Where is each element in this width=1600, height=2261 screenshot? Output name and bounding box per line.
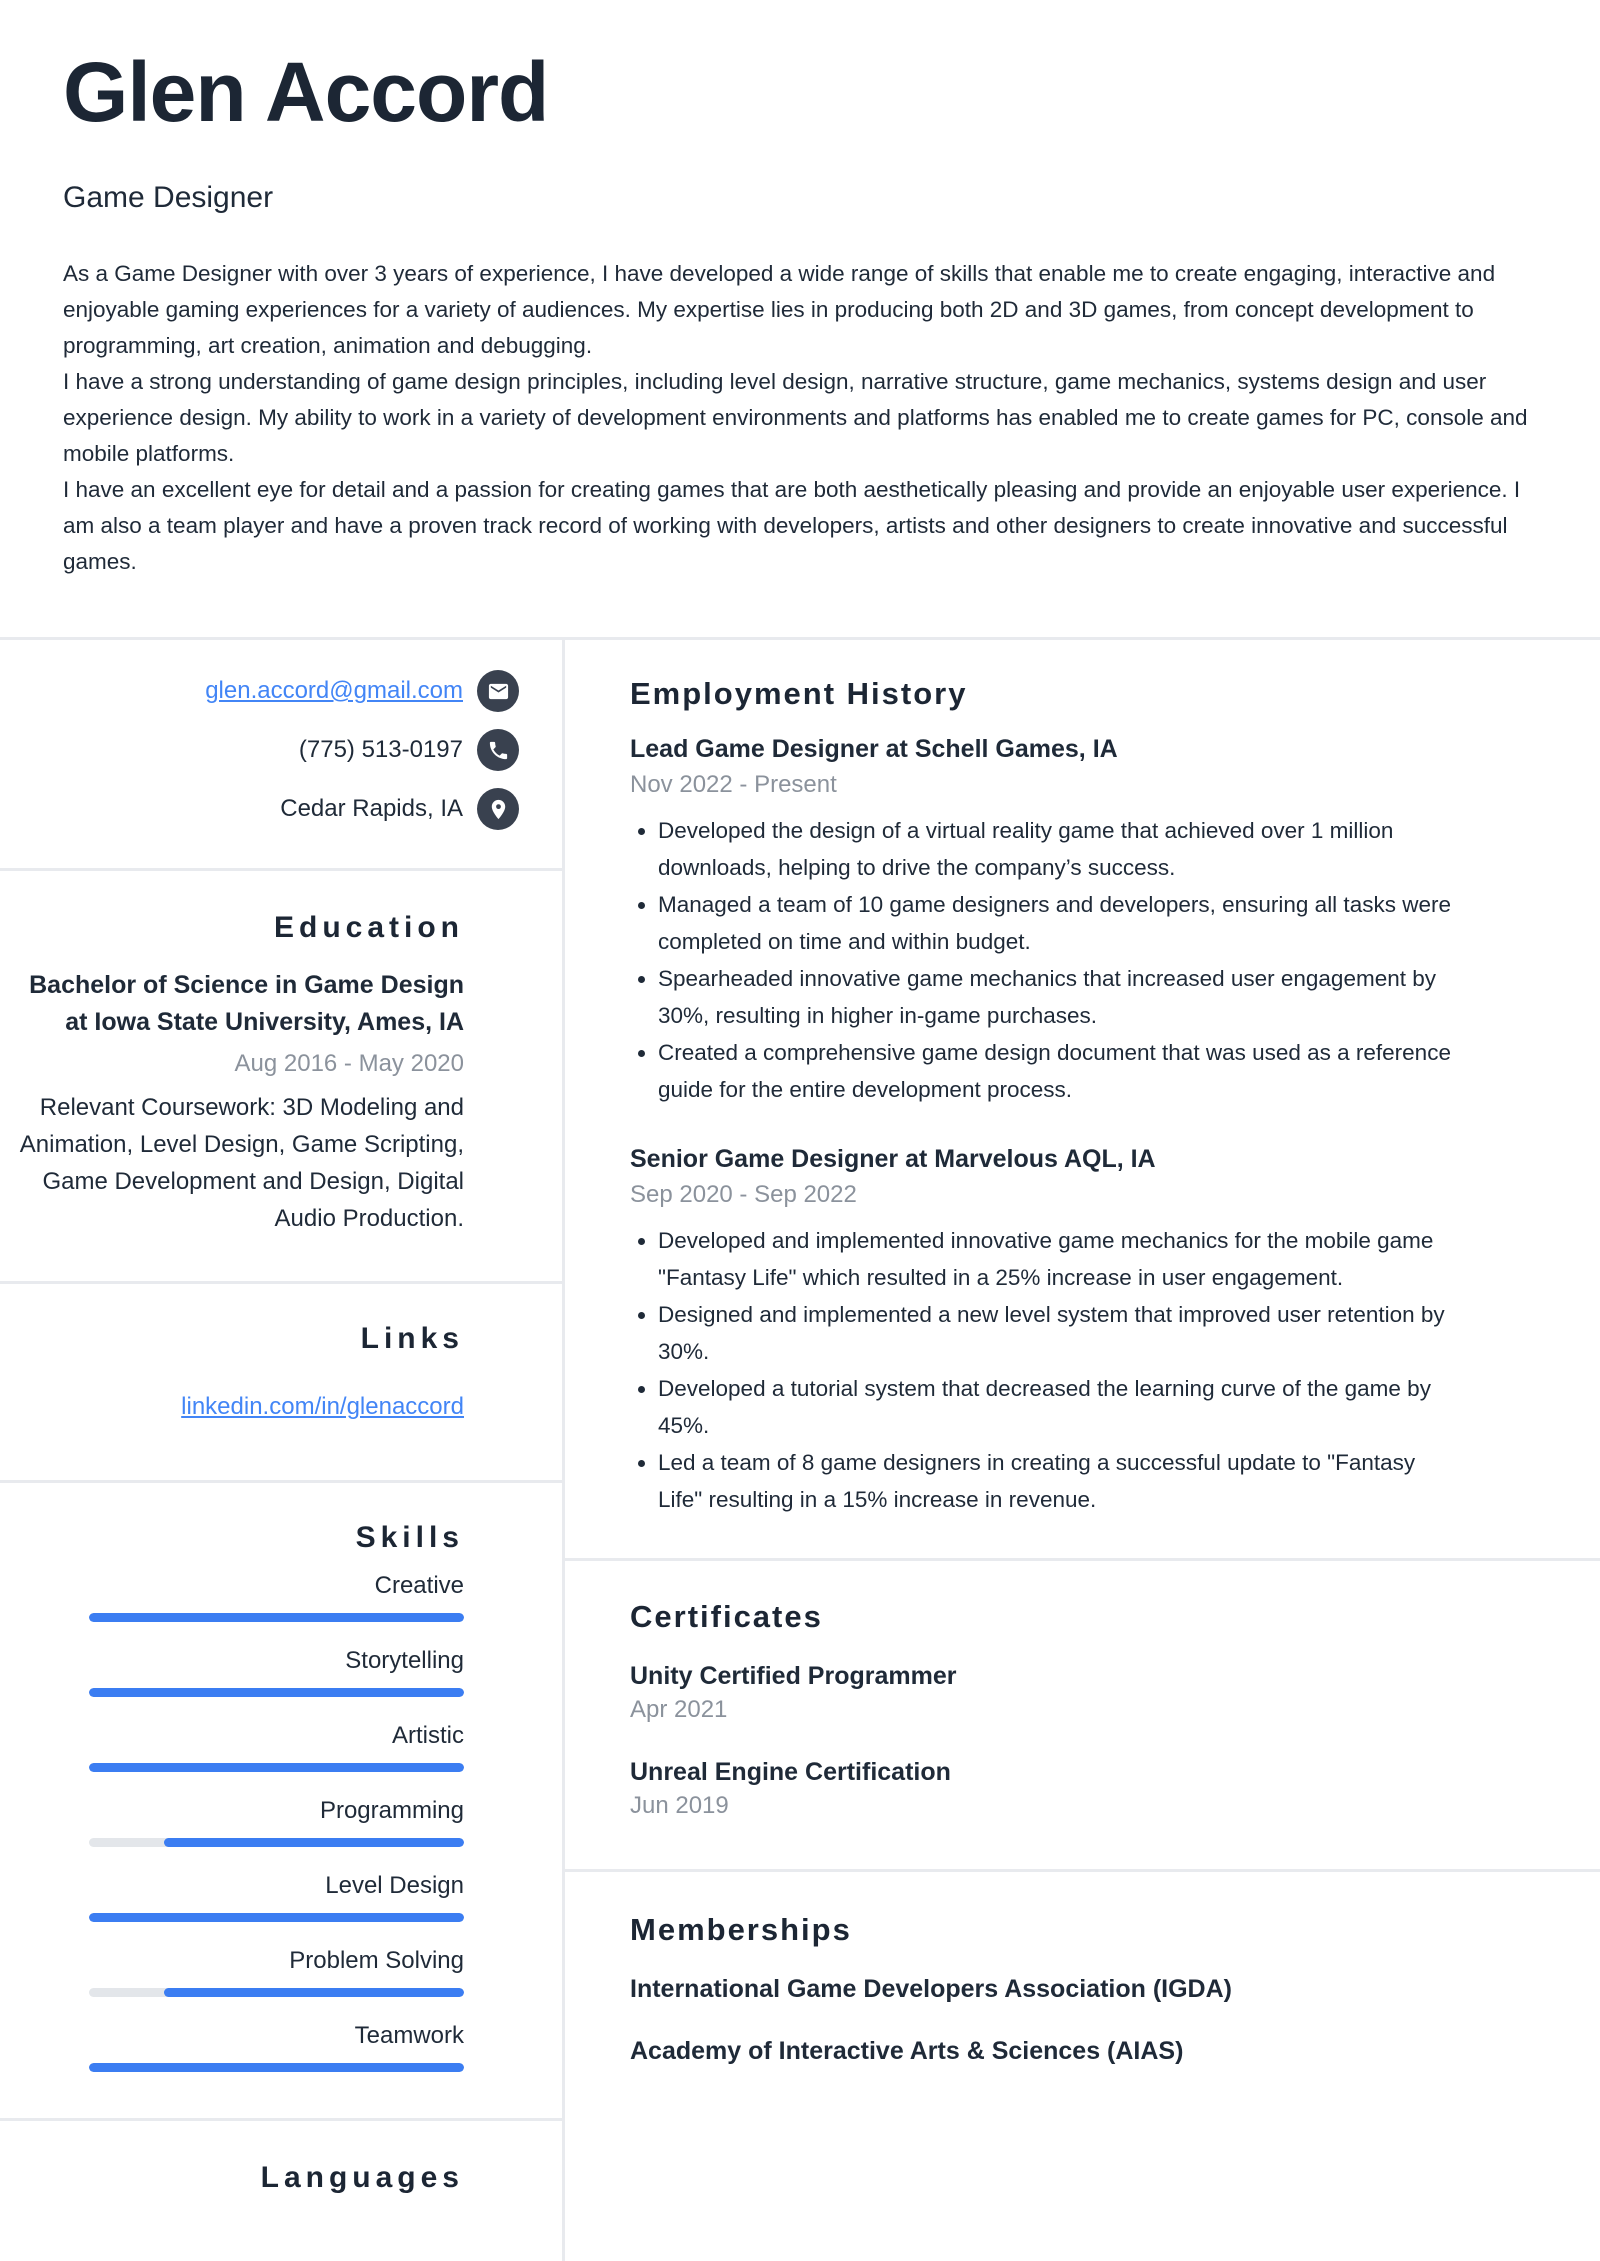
- certificate-entry: [630, 1659, 1537, 1725]
- education-heading: Education: [273, 911, 464, 944]
- email-link[interactable]: glen.accord@gmail.com: [205, 677, 463, 704]
- job-dates: Nov 2022 - Present: [630, 771, 837, 798]
- membership-entry: [630, 2034, 1537, 2068]
- profile-summary: As a Game Designer with over 3 years of experience, I have developed a wide range of skills that enable me to create engaging, interactive and enjoyable gaming experiences for a variety of audiences. My expertise lies in producing both 2D and 3D games, from concept development to programming, art creation, animation and debugging. I have a strong understanding of game design principles, including level design, narrative structure, game mechanics, systems design and user experience design. My ability to work in a variety of development environments and platforms has enabled me to create games for PC, console and mobile platforms. I have an excellent eye for detail and a passion for creating games that are both aesthetically pleasing and provide an enjoyable user experience. I am also a team player and have a proven track record of working with developers, artists and other designers to create innovative and successful games.: [63, 261, 1528, 574]
- links-heading: Links: [360, 1322, 464, 1355]
- education-coursework: Relevant Coursework: 3D Modeling and Animation, Level Design, Game Scripting, Game Development and Design, Digital Audio Production.: [19, 1094, 464, 1232]
- skills-heading: Skills: [355, 1521, 464, 1554]
- skills-section: [0, 1480, 562, 2118]
- main-column: [565, 640, 1600, 2261]
- phone-icon: [477, 729, 519, 771]
- skill-name: Programming: [319, 1797, 464, 1824]
- languages-heading: Languages: [260, 2161, 464, 2194]
- certificate-date: Apr 2021: [630, 1696, 728, 1723]
- job-bullet: • Led a team of 8 game designers in creating a successful update to "Fantasy Life" resulting in a 15% increase in revenue.: [658, 1444, 1458, 1518]
- certificate-entry: [630, 1755, 1537, 1821]
- skill-name: Artistic: [392, 1722, 464, 1749]
- certificate-date: Jun 2019: [630, 1792, 729, 1819]
- skill-progress-track: [89, 1613, 464, 1622]
- job-bullet: • Developed a tutorial system that decreased the learning curve of the game by 45%.: [658, 1370, 1458, 1444]
- person-job-title: Game Designer: [63, 181, 274, 214]
- skill-progress-track: [89, 1988, 464, 1997]
- skill-name: Teamwork: [354, 2022, 464, 2049]
- skill-item: [10, 1644, 464, 1697]
- skill-item: [10, 1719, 464, 1772]
- skill-progress-track: [89, 1688, 464, 1697]
- job-bullet: • Designed and implemented a new level system that improved user retention by 30%.: [658, 1296, 1458, 1370]
- memberships-heading: Memberships: [630, 1912, 852, 1947]
- job-bullet-list: [630, 1222, 1537, 1518]
- skill-progress-fill: [89, 1613, 464, 1622]
- contact-row-email: [10, 670, 519, 712]
- membership-list: [630, 1972, 1537, 2068]
- skill-progress-fill: [164, 1988, 464, 1997]
- job-bullet: • Created a comprehensive game design document that was used as a reference guide for the entire development process.: [658, 1034, 1458, 1108]
- certificates-heading: Certificates: [630, 1599, 823, 1634]
- job-bullet-list: [630, 812, 1537, 1108]
- skill-progress-fill: [164, 1838, 464, 1847]
- job-dates: Sep 2020 - Sep 2022: [630, 1181, 857, 1208]
- skill-progress-track: [89, 2063, 464, 2072]
- person-name: Glen Accord: [63, 45, 549, 139]
- membership-title: Academy of Interactive Arts & Sciences (AIAS): [630, 2037, 1184, 2065]
- skill-progress-fill: [89, 1913, 464, 1922]
- employment-history-section: [565, 640, 1600, 1558]
- job-bullet: • Developed and implemented innovative game mechanics for the mobile game "Fantasy Life" which resulted in a 25% increase in user engagement.: [658, 1222, 1458, 1296]
- certificate-title: Unity Certified Programmer: [630, 1662, 957, 1690]
- mail-icon: [477, 670, 519, 712]
- skill-progress-fill: [89, 1688, 464, 1697]
- job-entry: [630, 1142, 1537, 1518]
- education-dates: Aug 2016 - May 2020: [234, 1050, 464, 1077]
- skill-progress-track: [89, 1913, 464, 1922]
- skill-item: [10, 1869, 464, 1922]
- links-section: [0, 1281, 562, 1480]
- skill-item: [10, 2019, 464, 2072]
- employment-history-heading: Employment History: [630, 676, 968, 711]
- sidebar: [0, 640, 565, 2261]
- skill-name: Level Design: [325, 1872, 464, 1899]
- skill-progress-track: [89, 1763, 464, 1772]
- skill-item: [10, 1944, 464, 1997]
- location-pin-icon: [477, 788, 519, 830]
- certificates-section: [565, 1558, 1600, 1869]
- skill-name: Problem Solving: [289, 1947, 464, 1974]
- resume-body: [0, 637, 1600, 2261]
- contact-row-location: [10, 788, 519, 830]
- skill-progress-fill: [89, 1763, 464, 1772]
- phone-number: (775) 513-0197: [298, 736, 463, 763]
- certificate-title: Unreal Engine Certification: [630, 1758, 951, 1786]
- job-bullet: • Spearheaded innovative game mechanics that increased user engagement by 30%, resulting in higher in-game purchases.: [658, 960, 1458, 1034]
- contact-section: [0, 640, 562, 868]
- skill-name: Storytelling: [345, 1647, 464, 1674]
- skill-item: [10, 1569, 464, 1622]
- job-bullet: • Managed a team of 10 game designers and developers, ensuring all tasks were completed on time and within budget.: [658, 886, 1458, 960]
- certificate-list: [630, 1659, 1537, 1821]
- job-title: Senior Game Designer at Marvelous AQL, IA: [630, 1145, 1156, 1173]
- location-text: Cedar Rapids, IA: [280, 795, 463, 822]
- contact-row-phone: [10, 729, 519, 771]
- memberships-section: [565, 1869, 1600, 2068]
- skill-item: [10, 1794, 464, 1847]
- skill-name: Creative: [374, 1572, 464, 1599]
- job-list: [630, 732, 1537, 1518]
- job-bullet: • Developed the design of a virtual reality game that achieved over 1 million downloads, helping to drive the company’s success.: [658, 812, 1458, 886]
- job-title: Lead Game Designer at Schell Games, IA: [630, 735, 1118, 763]
- skills-list: [10, 1569, 464, 2072]
- membership-entry: [630, 1972, 1537, 2006]
- membership-title: International Game Developers Association (IGDA): [630, 1975, 1232, 2003]
- linkedin-link[interactable]: linkedin.com/in/glenaccord: [181, 1393, 464, 1420]
- skill-progress-fill: [89, 2063, 464, 2072]
- education-section: [0, 868, 562, 1281]
- education-degree: Bachelor of Science in Game Design at Iowa State University, Ames, IA: [29, 971, 464, 1036]
- resume-header: [0, 0, 1600, 637]
- job-entry: [630, 732, 1537, 1108]
- languages-section: [0, 2118, 562, 2195]
- skill-progress-track: [89, 1838, 464, 1847]
